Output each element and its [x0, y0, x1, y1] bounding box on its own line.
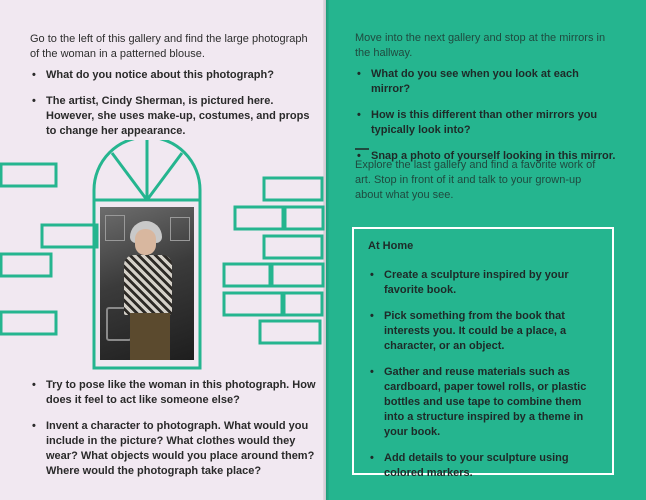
list-item: • What do you notice about this photograph?	[30, 68, 315, 83]
left-bottom-question-list	[30, 378, 320, 490]
list-item: • How is this different than other mirrors you typically look into?	[355, 108, 620, 138]
left-top-question-list	[30, 68, 315, 150]
explore-text: Explore the last gallery and find a favorite work of art. Stop in front of it and talk to your grown-up about what you see.	[355, 159, 596, 201]
left-intro-text: Go to the left of this gallery and find the large photograph of the woman in a patterned blouse.	[30, 33, 308, 60]
right-intro-text: Move into the next gallery and stop at the mirrors in the hallway.	[355, 32, 606, 59]
background-frame	[170, 217, 190, 241]
list-item: • Add details to your sculpture using colored markers.	[368, 451, 604, 481]
list-item: • Pick something from the book that interests you. It could be a place, a character, or an object.	[368, 309, 604, 354]
at-home-list	[368, 268, 604, 492]
list-item: • Invent a character to photograph. What would you include in the picture? What clothes would they wear? What objects would you place around them? Where would the photograph take place?	[30, 419, 320, 479]
section-divider	[355, 148, 369, 150]
woman-face	[135, 229, 156, 255]
list-item: • Snap a photo of yourself looking in this mirror.	[355, 149, 620, 164]
skirt	[130, 313, 170, 360]
cindy-sherman-photograph	[100, 207, 194, 360]
list-item: • Try to pose like the woman in this photograph. How does it feel to act like someone else?	[30, 378, 320, 408]
background-frame	[105, 215, 125, 241]
patterned-blouse	[124, 255, 172, 315]
list-item: • The artist, Cindy Sherman, is pictured here. However, she uses make-up, costumes, and props to change her appearance.	[30, 94, 315, 139]
list-item: • Create a sculpture inspired by your favorite book.	[368, 268, 604, 298]
list-item: • What do you see when you look at each mirror?	[355, 67, 620, 97]
list-item: • Gather and reuse materials such as cardboard, paper towel rolls, or plastic bottles and use tape to combine them into a structure inspired by a theme in your book.	[368, 365, 604, 440]
at-home-title: At Home	[368, 240, 414, 252]
